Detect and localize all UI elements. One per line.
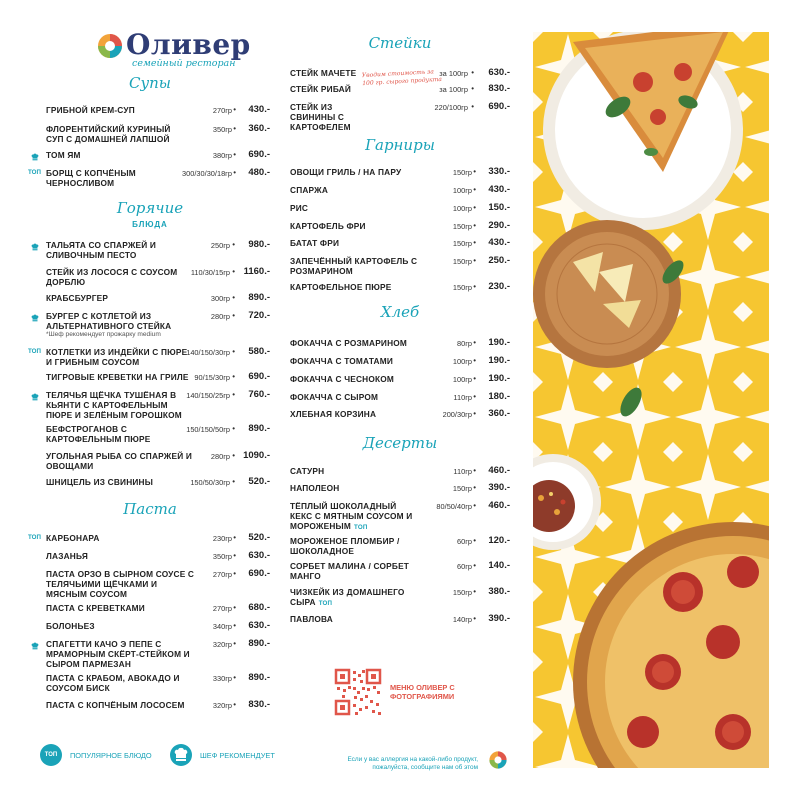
separator-dot: • [473, 536, 476, 545]
menu-item-name [46, 390, 196, 420]
menu-item-name [46, 311, 196, 331]
menu-item-name [46, 639, 196, 669]
separator-dot: • [473, 374, 476, 383]
menu-item-price: 980.- [248, 239, 270, 250]
menu-item-price: 580.- [248, 346, 270, 357]
menu-item-name-text: ФОКАЧЧА С РОЗМАРИНОМ [290, 338, 408, 348]
top-badge: ТОП [354, 524, 368, 531]
separator-dot: • [473, 185, 476, 194]
menu-item-name [46, 424, 196, 444]
steak-price-note: Уводим стоимость за 100 гр. сырого продукта [361, 68, 443, 88]
separator-dot: • [473, 501, 476, 510]
menu-item-name-text: НАПОЛЕОН [290, 483, 340, 493]
menu-item-name [46, 168, 186, 188]
section-title-soups: Супы [128, 74, 172, 92]
menu-item-weight: 230гр [212, 534, 232, 543]
menu-item-price: 250.- [488, 255, 510, 266]
menu-item-name [290, 256, 430, 276]
menu-item-weight: 150гр [452, 484, 472, 493]
menu-item-name [290, 587, 420, 609]
menu-item-name [46, 150, 186, 160]
separator-dot: • [233, 150, 236, 159]
allergy-note: Если у вас аллергия на какой-либо продукт, пожалуйста, сообщите нам об этом [347, 756, 478, 771]
menu-item-weight: 80/50/40гр [436, 502, 472, 511]
menu-item-price: 390.- [488, 613, 510, 624]
food-photo [533, 32, 769, 768]
menu-item-price: 150.- [488, 202, 510, 213]
separator-dot: • [473, 256, 476, 265]
separator-dot: • [473, 338, 476, 347]
menu-item-name [46, 293, 196, 303]
separator-dot: • [233, 533, 236, 542]
separator-dot: • [232, 424, 235, 433]
separator-dot: • [233, 168, 236, 177]
menu-item-name-text: ЛАЗАНЬЯ [46, 551, 89, 561]
menu-item-name [290, 466, 420, 476]
menu-item-weight: 150гр [452, 257, 472, 266]
menu-item-weight: 350гр [212, 552, 232, 561]
menu-item-weight: 80гр [456, 339, 472, 348]
chef-hat-icon [30, 149, 40, 159]
chef-hat-icon [30, 389, 40, 399]
top-badge: ТОП [28, 348, 41, 355]
menu-item-name [290, 561, 420, 581]
menu-item-name-text: БОРЩ С КОПЧЁНЫМ ЧЕРНОСЛИВОМ [46, 168, 136, 188]
menu-item-name-text: КАРТОФЕЛЬНОЕ ПЮРЕ [290, 282, 392, 292]
separator-dot: • [232, 347, 235, 356]
menu-item-price: 690.- [248, 371, 270, 382]
separator-dot: • [473, 587, 476, 596]
menu-item-name-text: СПАГЕТТИ КАЧО Э ПЕПЕ С МРАМОРНЫМ СКЁРТ-СТЕЙКОМ И СЫРОМ ПАРМЕЗАН [46, 639, 190, 669]
logo-mark-icon [488, 750, 508, 770]
menu-item-name-text: ОВОЩИ ГРИЛЬ / НА ПАРУ [290, 167, 402, 177]
menu-item-name [46, 673, 196, 693]
menu-item-weight: 150/50/30гр [190, 478, 230, 487]
menu-item-weight: 300/30/30/18гр [182, 169, 232, 178]
menu-item-name [290, 356, 430, 366]
menu-item-price: 1090.- [243, 450, 270, 461]
separator-dot: • [232, 477, 235, 486]
menu-item-weight: 110гр [453, 467, 472, 476]
menu-item-price: 140.- [488, 560, 510, 571]
separator-dot: • [473, 356, 476, 365]
menu-item-name [46, 124, 186, 144]
top-badge: ТОП [28, 169, 41, 176]
menu-item-name-text: ПАВЛОВА [290, 614, 333, 624]
menu-item-name [290, 483, 420, 493]
separator-dot: • [473, 561, 476, 570]
separator-dot: • [473, 203, 476, 212]
menu-item-weight: 320гр [212, 701, 232, 710]
menu-item-name-text: РИС [290, 203, 309, 213]
menu-item-name-text: ФОКАЧЧА С ТОМАТАМИ [290, 356, 394, 366]
menu-item-name-text: СТЕЙК ИЗ СВИНИНЫ С КАРТОФЕЛЕМ [290, 102, 351, 132]
menu-item-name [290, 185, 430, 195]
menu-item-price: 190.- [488, 373, 510, 384]
menu-item-weight: 350гр [212, 125, 232, 134]
separator-dot: • [473, 483, 476, 492]
menu-item-price: 330.- [488, 166, 510, 177]
menu-item-weight: 150гр [452, 168, 472, 177]
menu-item-name-text: СПАРЖА [290, 185, 329, 195]
menu-item-price: 520.- [248, 476, 270, 487]
menu-item-name [46, 533, 196, 543]
menu-item-name-text: ПАСТА ОРЗО В СЫРНОМ СОУСЕ С ТЕЛЯЧЬИМИ ЩЁЧКАМИ И МЯСНЫМ СОУСОМ [46, 569, 195, 599]
menu-item-name-text: ТИГРОВЫЕ КРЕВЕТКИ НА ГРИЛЕ [46, 372, 189, 382]
menu-item-price: 890.- [248, 423, 270, 434]
menu-item-name [290, 338, 430, 348]
separator-dot: • [233, 603, 236, 612]
separator-dot: • [473, 392, 476, 401]
menu-item-note: *Шеф рекомендует прожарку medium [46, 331, 161, 338]
menu-item-price: 720.- [248, 310, 270, 321]
menu-item-weight: 250гр [210, 241, 230, 250]
menu-item-name-text: КАРТОФЕЛЬ ФРИ [290, 221, 366, 231]
menu-item-weight: 220/100гр [434, 103, 468, 112]
menu-item-name [290, 614, 420, 624]
menu-item-name-text: ПАСТА С КРЕВЕТКАМИ [46, 603, 145, 613]
menu-item-price: 830.- [248, 699, 270, 710]
menu-item-name-text: БАТАТ ФРИ [290, 238, 340, 248]
menu-item-price: 290.- [488, 220, 510, 231]
menu-item-name-text: КРАБСБУРГЕР [46, 293, 109, 303]
menu-item-weight: 140гр [452, 615, 472, 624]
menu-item-price: 690.- [248, 149, 270, 160]
menu-item-price: 190.- [488, 355, 510, 366]
separator-dot: • [233, 551, 236, 560]
menu-item-name [290, 102, 380, 132]
chef-hat-icon [30, 239, 40, 249]
menu-item-weight: 100гр [452, 375, 472, 384]
section-title-pasta: Паста [123, 500, 177, 518]
food-photo-panel [533, 32, 769, 768]
menu-item-name [290, 221, 430, 231]
menu-item-price: 460.- [488, 500, 510, 511]
menu-item-price: 430.- [248, 104, 270, 115]
menu-item-price: 890.- [248, 638, 270, 649]
separator-dot: • [471, 68, 474, 77]
section-title-steaks: Стейки [368, 34, 432, 52]
separator-dot: • [471, 102, 474, 111]
menu-item-weight: 270гр [212, 570, 232, 579]
menu-item-name-text: ЗАПЕЧЁННЫЙ КАРТОФЕЛЬ С РОЗМАРИНОМ [290, 256, 418, 276]
menu-item-weight: 100гр [452, 186, 472, 195]
menu-item-price: 460.- [488, 465, 510, 476]
menu-item-name-text: МОРОЖЕНОЕ ПЛОМБИР / ШОКОЛАДНОЕ [290, 536, 400, 556]
menu-item-name-text: ПАСТА С КОПЧЁНЫМ ЛОСОСЕМ [46, 700, 185, 710]
menu-item-weight: 300гр [210, 294, 230, 303]
separator-dot: • [473, 238, 476, 247]
top-badge: ТОП [318, 600, 333, 607]
menu-item-price: 430.- [488, 237, 510, 248]
menu-item-price: 380.- [488, 586, 510, 597]
chef-hat-icon [30, 310, 40, 320]
menu-item-name [290, 374, 430, 384]
menu-item-name-text: ФОКАЧЧА С ЧЕСНОКОМ [290, 374, 395, 384]
menu-item-name [46, 621, 196, 631]
menu-item-price: 230.- [488, 281, 510, 292]
menu-item-price: 630.- [248, 620, 270, 631]
menu-item-price: 390.- [488, 482, 510, 493]
menu-item-price: 180.- [488, 391, 510, 402]
menu-item-name-text: БЕФСТРОГАНОВ С КАРТОФЕЛЬНЫМ ПЮРЕ [46, 424, 151, 444]
menu-item-weight: 150гр [452, 283, 472, 292]
menu-item-weight: 150гр [452, 239, 472, 248]
menu-item-name-text: УГОЛЬНАЯ РЫБА СО СПАРЖЕЙ И ОВОЩАМИ [46, 451, 193, 471]
separator-dot: • [473, 466, 476, 475]
separator-dot: • [233, 700, 236, 709]
menu-item-name [46, 347, 196, 367]
section-title-hot: Горячие [116, 199, 184, 217]
menu-item-weight: 140/150/25гр [186, 391, 230, 400]
separator-dot: • [232, 293, 235, 302]
section-subtitle-hot: БЛЮДА [132, 220, 168, 229]
section-title-sides: Гарниры [365, 136, 435, 154]
separator-dot: • [233, 673, 236, 682]
menu-item-price: 360.- [488, 408, 510, 419]
menu-item-name-text: СТЕЙК РИБАЙ [290, 84, 352, 94]
menu-item-name [290, 282, 430, 292]
separator-dot: • [233, 105, 236, 114]
separator-dot: • [473, 282, 476, 291]
menu-item-name-text: КОТЛЕТКИ ИЗ ИНДЕЙКИ С ПЮРЕ И ГРИБНЫМ СОУСОМ [46, 347, 188, 367]
menu-item-name-text: КАРБОНАРА [46, 533, 100, 543]
menu-item-weight: 100гр [452, 204, 472, 213]
separator-dot: • [233, 124, 236, 133]
menu-item-price: 890.- [248, 672, 270, 683]
menu-item-weight: 200/30гр [442, 410, 472, 419]
menu-item-price: 1160.- [243, 266, 270, 277]
separator-dot: • [232, 390, 235, 399]
menu-item-name-text: ФОКАЧЧА С СЫРОМ [290, 392, 379, 402]
menu-item-price: 690.- [488, 101, 510, 112]
qr-label: МЕНЮ ОЛИВЕР С ФОТОГРАФИЯМИ [390, 683, 455, 701]
menu-item-name-text: САТУРН [290, 466, 325, 476]
menu-item-weight: 340гр [212, 622, 232, 631]
separator-dot: • [471, 84, 474, 93]
menu-item-weight: 100гр [452, 357, 472, 366]
menu-item-name-text: ШНИЦЕЛЬ ИЗ СВИНИНЫ [46, 477, 154, 487]
menu-item-name [46, 700, 196, 710]
chef-hat-icon [170, 744, 192, 766]
menu-item-price: 480.- [248, 167, 270, 178]
menu-item-name-text: БОЛОНЬЕЗ [46, 621, 95, 631]
menu-item-name-text: ТОМ ЯМ [46, 150, 81, 160]
menu-item-name-text: БУРГЕР С КОТЛЕТОЙ ИЗ АЛЬТЕРНАТИВНОГО СТЕЙКА [46, 311, 172, 331]
menu-item-weight: 280гр [210, 452, 230, 461]
separator-dot: • [232, 372, 235, 381]
qr-code-icon[interactable] [334, 668, 382, 716]
menu-item-weight: 270гр [212, 106, 232, 115]
menu-item-price: 430.- [488, 184, 510, 195]
menu-item-weight: 150/150/50гр [186, 425, 230, 434]
menu-item-name [46, 603, 196, 613]
menu-item-name [46, 451, 196, 471]
menu-item-weight: 270гр [212, 604, 232, 613]
top-badge: ТОП [28, 534, 41, 541]
menu-item-weight: 150гр [452, 222, 472, 231]
menu-item-name-text: ФЛОРЕНТИЙСКИЙ КУРИНЫЙ СУП С ДОМАШНЕЙ ЛАПШОЙ [46, 124, 171, 144]
menu-item-name-text: СТЕЙК МАЧЕТЕ [290, 68, 357, 78]
menu-item-name-text: СТЕЙК ИЗ ЛОСОСЯ С СОУСОМ ДОРБЛЮ [46, 267, 178, 287]
menu-item-price: 630.- [488, 67, 510, 78]
brand-tagline: семейный ресторан [132, 58, 236, 69]
menu-item-name [290, 392, 430, 402]
menu-item-weight: 110гр [453, 393, 472, 402]
menu-item-name-text: ТАЛЬЯТА СО СПАРЖЕЙ И СЛИВОЧНЫМ ПЕСТО [46, 240, 157, 260]
menu-item-price: 760.- [248, 389, 270, 400]
separator-dot: • [473, 167, 476, 176]
menu-item-weight: 60гр [456, 537, 472, 546]
menu-item-price: 360.- [248, 123, 270, 134]
menu-item-price: 890.- [248, 292, 270, 303]
menu-item-name [46, 240, 196, 260]
separator-dot: • [233, 621, 236, 630]
menu-item-weight: 320гр [212, 640, 232, 649]
menu-item-name [290, 409, 430, 419]
brand-logo [96, 28, 251, 70]
legend-top-label: ПОПУЛЯРНОЕ БЛЮДО [70, 751, 152, 760]
menu-item-name-text: ГРИБНОЙ КРЕМ-СУП [46, 105, 135, 115]
menu-item-price: 630.- [248, 550, 270, 561]
chef-hat-icon [30, 638, 40, 648]
menu-item-name [46, 551, 196, 561]
brand-name: Оливер [126, 28, 251, 61]
menu-item-weight: 330гр [212, 674, 232, 683]
menu-item-weight: 110/30/15гр [190, 268, 230, 277]
menu-item-weight: за 100гр [439, 69, 468, 78]
menu-item-name [46, 372, 196, 382]
separator-dot: • [473, 614, 476, 623]
menu-item-name-text: ТЕЛЯЧЬЯ ЩЁЧКА ТУШЁНАЯ В КЬЯНТИ С КАРТОФЕЛЬНЫМ ПЮРЕ И ЗЕЛЁНЫМ ГОРОШКОМ [46, 390, 182, 420]
menu-item-price: 520.- [248, 532, 270, 543]
top-badge-icon: ТОП [40, 744, 62, 766]
menu-item-price: 120.- [488, 535, 510, 546]
menu-item-weight: 380гр [212, 151, 232, 160]
menu-item-price: 830.- [488, 83, 510, 94]
separator-dot: • [233, 639, 236, 648]
menu-item-weight: за 100гр [439, 85, 468, 94]
menu-item-weight: 90/15/30гр [194, 373, 230, 382]
separator-dot: • [233, 569, 236, 578]
menu-item-weight: 60гр [456, 562, 472, 571]
menu-item-name [290, 203, 430, 213]
menu-item-name [46, 569, 196, 599]
separator-dot: • [232, 451, 235, 460]
section-title-bread: Хлеб [380, 303, 420, 321]
separator-dot: • [232, 311, 235, 320]
menu-item-name-text: ТЁПЛЫЙ ШОКОЛАДНЫЙ КЕКС С МЯТНЫМ СОУСОМ И МОРОЖЕНЫМ [290, 501, 413, 531]
menu-item-name [290, 167, 430, 177]
separator-dot: • [232, 267, 235, 276]
menu-item-name [46, 267, 196, 287]
menu-item-price: 690.- [248, 568, 270, 579]
menu-item-weight: 150гр [452, 588, 472, 597]
separator-dot: • [232, 240, 235, 249]
menu-item-weight: 140/150/30гр [186, 348, 230, 357]
separator-dot: • [473, 409, 476, 418]
menu-item-price: 190.- [488, 337, 510, 348]
separator-dot: • [473, 221, 476, 230]
legend-chef-label: ШЕФ РЕКОМЕНДУЕТ [200, 751, 275, 760]
menu-item-name [46, 105, 186, 115]
menu-item-name [290, 238, 430, 248]
menu-item-name [46, 477, 196, 487]
menu-item-name-text: ЧИЗКЕЙК ИЗ ДОМАШНЕГО СЫРА [290, 587, 405, 607]
section-title-desserts: Десерты [362, 434, 438, 452]
menu-item-price: 680.- [248, 602, 270, 613]
menu-item-weight: 280гр [210, 312, 230, 321]
menu-item-name [290, 536, 420, 556]
menu-item-name-text: ПАСТА С КРАБОМ, АВОКАДО И СОУСОМ БИСК [46, 673, 180, 693]
logo-mark-icon [96, 32, 124, 60]
menu-item-name-text: СОРБЕТ МАЛИНА / СОРБЕТ МАНГО [290, 561, 410, 581]
menu-item-name-text: ХЛЕБНАЯ КОРЗИНА [290, 409, 377, 419]
menu-item-name [290, 501, 420, 533]
